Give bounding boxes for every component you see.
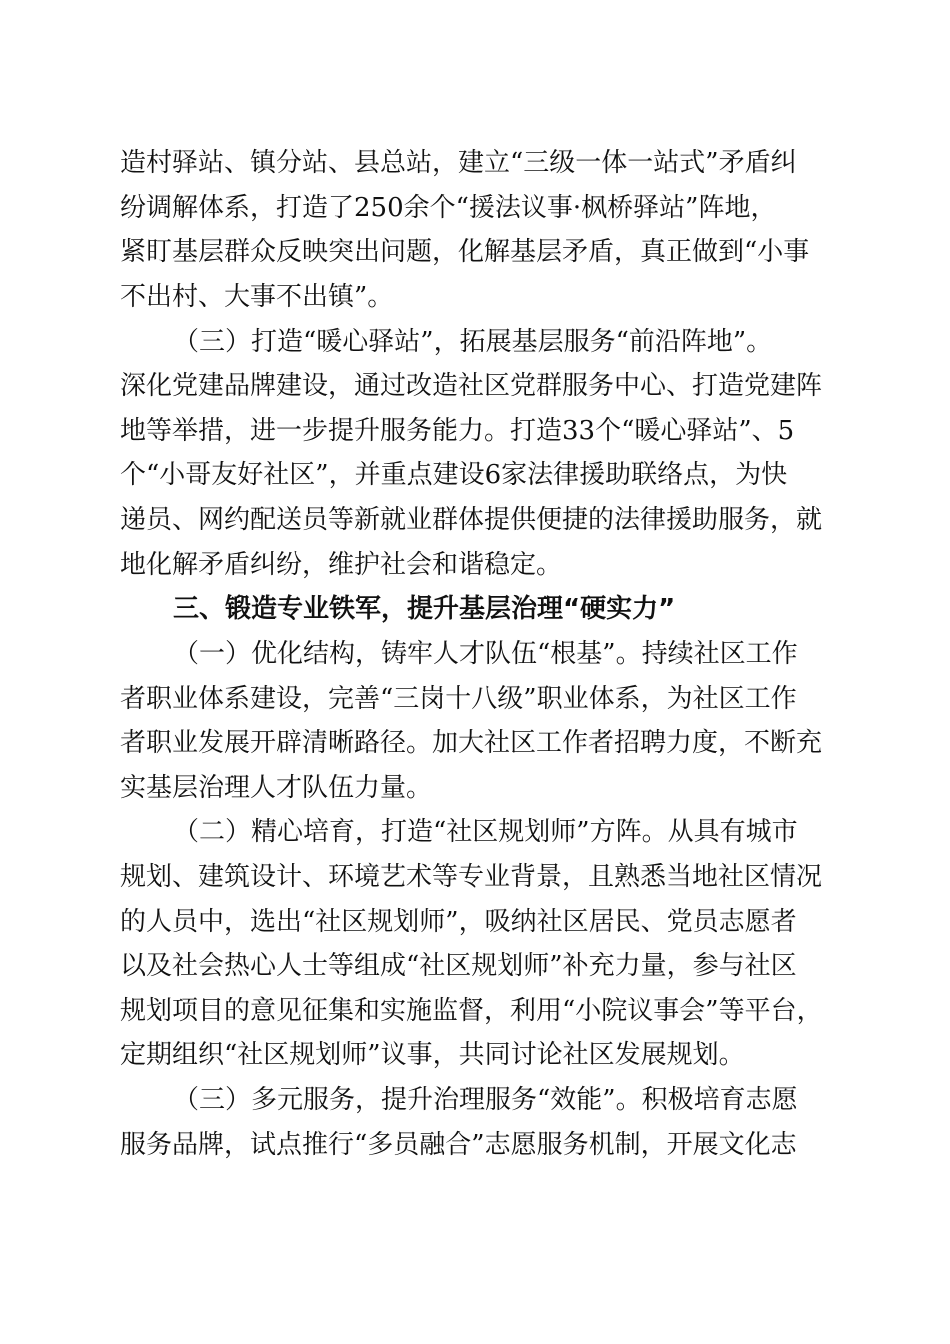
text-line: 以及社会热心人士等组成“社区规划师”补充力量，参与社区: [120, 951, 797, 981]
text-line: 者职业体系建设，完善“三岗十八级”职业体系，为社区工作: [120, 684, 797, 714]
text-line: 深化党建品牌建设，通过改造社区党群服务中心、打造党建阵: [120, 371, 823, 401]
text-line: 者职业发展开辟清晰路径。加大社区工作者招聘力度，不断充: [120, 728, 823, 758]
text-line: 规划项目的意见征集和实施监督，利用“小院议事会”等平台，: [120, 996, 823, 1026]
text-line: 规划、建筑设计、环境艺术等专业背景，且熟悉当地社区情况: [120, 862, 823, 892]
text-line: 造村驿站、镇分站、县总站，建立“三级一体一站式”矛盾纠: [120, 148, 797, 178]
text-line: 地等举措，进一步提升服务能力。打造33个“暖心驿站”、5: [120, 416, 795, 446]
text-line: 地化解矛盾纠纷，维护社会和谐稳定。: [120, 550, 563, 580]
subsection-heading: （三）多元服务，提升治理服务“效能”。积极培育志愿: [173, 1085, 798, 1115]
text-line: 纷调解体系，打造了250余个“援法议事·枫桥驿站”阵地，: [120, 193, 777, 223]
section-heading: 三、锻造专业铁军，提升基层治理“硬实力”: [173, 594, 676, 624]
text-line: 不出村、大事不出镇”。: [120, 282, 394, 312]
subsection-heading: （三）打造“暖心驿站”，拓展基层服务“前沿阵地”。: [173, 327, 773, 357]
subsection-heading: （一）优化结构，铸牢人才队伍“根基”。持续社区工作: [173, 639, 798, 669]
text-line: 紧盯基层群众反映突出问题，化解基层矛盾，真正做到“小事: [120, 237, 810, 267]
text-line: 定期组织“社区规划师”议事，共同讨论社区发展规划。: [120, 1040, 745, 1070]
text-line: 个“小哥友好社区”，并重点建设6家法律援助联络点，为快: [120, 460, 788, 490]
text-line: 实基层治理人才队伍力量。: [120, 773, 433, 803]
text-line: 递员、网约配送员等新就业群体提供便捷的法律援助服务，就: [120, 505, 823, 535]
subsection-heading: （二）精心培育，打造“社区规划师”方阵。从具有城市: [173, 817, 798, 847]
text-line: 服务品牌，试点推行“多员融合”志愿服务机制，开展文化志: [120, 1130, 797, 1160]
text-line: 的人员中，选出“社区规划师”，吸纳社区居民、党员志愿者: [120, 907, 797, 937]
